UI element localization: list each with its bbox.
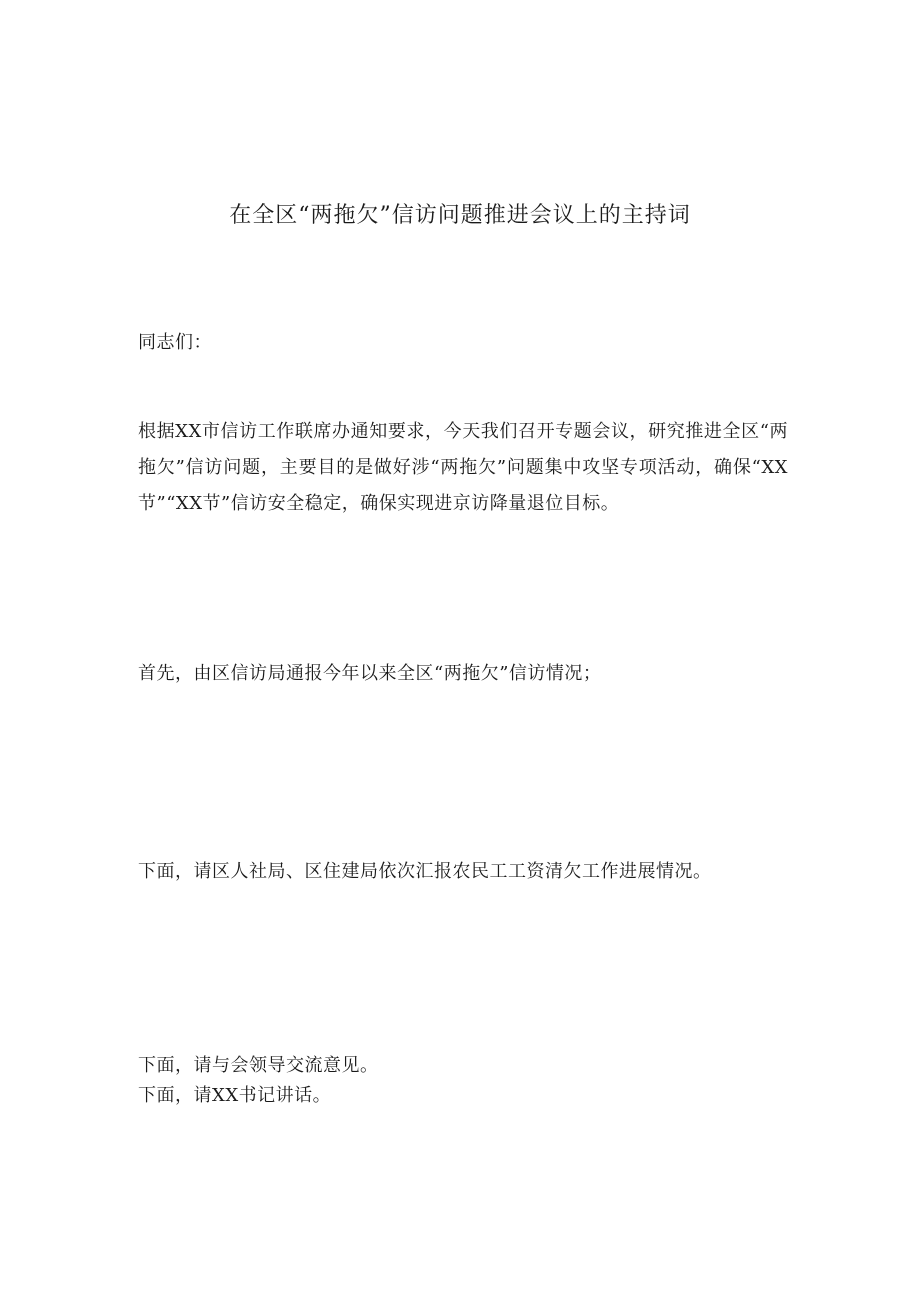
paragraph-speech: 下面，请XX书记讲话。 <box>138 1085 332 1106</box>
salutation: 同志们： <box>138 332 212 353</box>
paragraph-discussion: 下面，请与会领导交流意见。 <box>138 1055 379 1076</box>
paragraph-intro: 根据XX市信访工作联席办通知要求，今天我们召开专题会议，研究推进全区“两拖欠”信访问题，主要目的是做好涉“两拖欠”问题集中攻坚专项活动，确保“XX节”“XX节”信访安全稳定，确保实现进京访降量退位目标。 <box>138 421 788 514</box>
paragraph-first-item: 首先，由区信访局通报今年以来全区“两拖欠”信访情况； <box>138 663 602 684</box>
paragraph-reports: 下面，请区人社局、区住建局依次汇报农民工工资清欠工作进展情况。 <box>138 861 712 882</box>
document-title: 在全区“两拖欠”信访问题推进会议上的主持词 <box>229 203 691 228</box>
